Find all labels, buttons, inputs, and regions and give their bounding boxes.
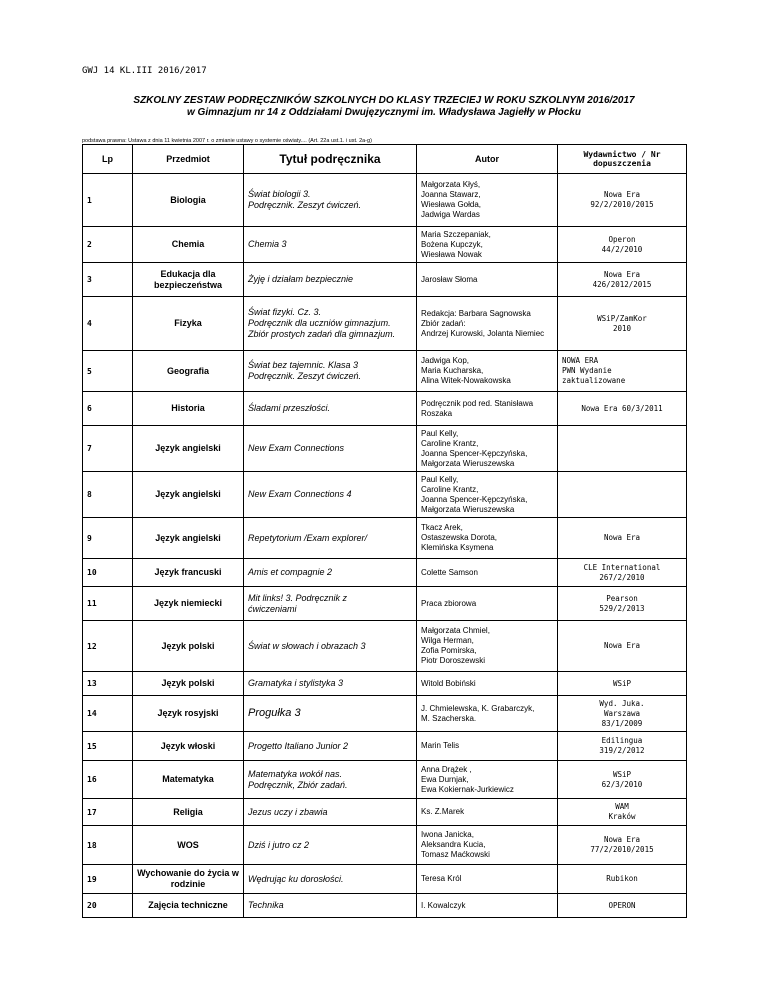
row-publisher: WSiP 62/3/2010 <box>558 761 687 799</box>
row-number: 10 <box>83 559 133 587</box>
table-row <box>83 426 687 472</box>
row-title: Dziś i jutro cz 2 <box>244 826 417 865</box>
header-lp: Lp <box>83 145 133 174</box>
row-title: Śladami przeszłości. <box>244 392 417 426</box>
row-number: 20 <box>83 894 133 918</box>
row-subject: Religia <box>133 799 244 826</box>
row-number: 4 <box>83 297 133 351</box>
row-subject: Historia <box>133 392 244 426</box>
row-number: 5 <box>83 351 133 392</box>
row-title: New Exam Connections <box>244 426 417 472</box>
row-publisher: Nowa Era 426/2012/2015 <box>558 263 687 297</box>
row-subject: Język niemiecki <box>133 587 244 621</box>
row-author: Iwona Janicka, Aleksandra Kucia, Tomasz Maćkowski <box>417 826 558 865</box>
row-number: 12 <box>83 621 133 672</box>
row-title: Progetto Italiano Junior 2 <box>244 732 417 761</box>
row-publisher <box>558 426 687 472</box>
row-subject: Język angielski <box>133 472 244 518</box>
row-subject: Biologia <box>133 174 244 227</box>
row-title: Amis et compagnie 2 <box>244 559 417 587</box>
document-code: GWJ 14 KL.III 2016/2017 <box>82 66 207 76</box>
row-author: Maria Szczepaniak, Bożena Kupczyk, Wiesława Nowak <box>417 227 558 263</box>
row-number: 17 <box>83 799 133 826</box>
document-title: SZKOLNY ZESTAW PODRĘCZNIKÓW SZKOLNYCH DO KLASY TRZECIEJ W ROKU SZKOLNYM 2016/2017 <box>133 95 635 106</box>
row-title: Jezus uczy i zbawia <box>244 799 417 826</box>
document-subtitle: w Gimnazjum nr 14 z Oddziałami Dwujęzycznymi im. Władysława Jagiełły w Płocku <box>186 107 581 118</box>
header-author: Autor <box>417 145 558 174</box>
row-subject: Język angielski <box>133 518 244 559</box>
row-subject: Język polski <box>133 621 244 672</box>
row-title: New Exam Connections 4 <box>244 472 417 518</box>
row-number: 16 <box>83 761 133 799</box>
row-publisher: Pearson 529/2/2013 <box>558 587 687 621</box>
table-row <box>83 263 687 297</box>
table-row <box>83 392 687 426</box>
table-row <box>83 894 687 918</box>
row-publisher: Wyd. Juka. Warszawa 83/1/2009 <box>558 696 687 732</box>
table-row <box>83 472 687 518</box>
row-title: Świat biologii 3. Podręcznik. Zeszyt ćwiczeń. <box>244 174 417 227</box>
row-publisher: OPERON <box>558 894 687 918</box>
row-author: Podręcznik pod red. Stanisława Roszaka <box>417 392 558 426</box>
row-number: 13 <box>83 672 133 696</box>
row-number: 6 <box>83 392 133 426</box>
row-author: Witold Bobiński <box>417 672 558 696</box>
table-row <box>83 587 687 621</box>
row-number: 1 <box>83 174 133 227</box>
table-row <box>83 621 687 672</box>
row-author: Redakcja: Barbara Sagnowska Zbiór zadań: Andrzej Kurowski, Jolanta Niemiec <box>417 297 558 351</box>
row-title: Progułka 3 <box>244 696 417 732</box>
row-subject: Język rosyjski <box>133 696 244 732</box>
header-title: Tytuł podręcznika <box>244 145 417 174</box>
row-title: Świat bez tajemnic. Klasa 3 Podręcznik. Zeszyt ćwiczeń. <box>244 351 417 392</box>
row-number: 14 <box>83 696 133 732</box>
row-author: I. Kowalczyk <box>417 894 558 918</box>
row-number: 2 <box>83 227 133 263</box>
row-publisher: Edilingua 319/2/2012 <box>558 732 687 761</box>
row-number: 9 <box>83 518 133 559</box>
row-author: Małgorzata Kłyś, Joanna Stawarz, Wiesława Gołda, Jadwiga Wardas <box>417 174 558 227</box>
table-row <box>83 865 687 894</box>
table-row <box>83 799 687 826</box>
row-number: 15 <box>83 732 133 761</box>
row-title: Świat w słowach i obrazach 3 <box>244 621 417 672</box>
row-title: Technika <box>244 894 417 918</box>
row-publisher: Rubikon <box>558 865 687 894</box>
table-row <box>83 559 687 587</box>
table-row <box>83 227 687 263</box>
table-header-row <box>83 145 687 174</box>
row-subject: Język angielski <box>133 426 244 472</box>
row-publisher: Nowa Era 60/3/2011 <box>558 392 687 426</box>
textbook-table <box>82 144 687 918</box>
row-number: 18 <box>83 826 133 865</box>
row-subject: Edukacja dla bezpieczeństwa <box>133 263 244 297</box>
row-author: Paul Kelly, Caroline Krantz, Joanna Spencer-Kępczyńska, Małgorzata Wieruszewska <box>417 472 558 518</box>
row-publisher: WSiP <box>558 672 687 696</box>
row-publisher: WSiP/ZamKor 2010 <box>558 297 687 351</box>
row-author: J. Chmielewska, K. Grabarczyk, M. Szacherska. <box>417 696 558 732</box>
row-publisher <box>558 472 687 518</box>
row-number: 8 <box>83 472 133 518</box>
table-row <box>83 672 687 696</box>
header-publisher: Wydawnictwo / Nr dopuszczenia <box>558 145 687 174</box>
row-author: Paul Kelly, Caroline Krantz, Joanna Spencer-Kępczyńska, Małgorzata Wieruszewska <box>417 426 558 472</box>
legal-basis: podstawa prawna: Ustawa z dnia 11 kwietnia 2007 r. o zmianie ustawy o systemie oświaty.... (Art. 22a ust.1. i ust. 2a-g) <box>82 138 372 144</box>
row-title: Żyję i działam bezpiecznie <box>244 263 417 297</box>
row-publisher: Nowa Era <box>558 518 687 559</box>
row-author: Małgorzata Chmiel, Wilga Herman, Zofia Pomirska, Piotr Doroszewski <box>417 621 558 672</box>
row-author: Marin Telis <box>417 732 558 761</box>
row-title: Gramatyka i stylistyka 3 <box>244 672 417 696</box>
row-author: Jarosław Słoma <box>417 263 558 297</box>
row-author: Jadwiga Kop, Maria Kucharska, Alina Witek-Nowakowska <box>417 351 558 392</box>
row-author: Anna Drążek , Ewa Durnjak, Ewa Kokiernak-Jurkiewicz <box>417 761 558 799</box>
row-publisher: Operon 44/2/2010 <box>558 227 687 263</box>
row-title: Chemia 3 <box>244 227 417 263</box>
row-subject: Zajęcia techniczne <box>133 894 244 918</box>
row-number: 19 <box>83 865 133 894</box>
row-publisher: Nowa Era 77/2/2010/2015 <box>558 826 687 865</box>
row-title: Repetytorium /Exam explorer/ <box>244 518 417 559</box>
row-publisher: Nowa Era <box>558 621 687 672</box>
row-number: 11 <box>83 587 133 621</box>
row-author: Teresa Król <box>417 865 558 894</box>
row-title: Mit links! 3. Podręcznik z ćwiczeniami <box>244 587 417 621</box>
row-publisher: NOWA ERA PWN Wydanie zaktualizowane <box>558 351 687 392</box>
table-row <box>83 826 687 865</box>
table-row <box>83 174 687 227</box>
row-subject: Matematyka <box>133 761 244 799</box>
row-publisher: Nowa Era 92/2/2010/2015 <box>558 174 687 227</box>
row-subject: Wychowanie do życia w rodzinie <box>133 865 244 894</box>
row-number: 7 <box>83 426 133 472</box>
table-row <box>83 761 687 799</box>
row-subject: Fizyka <box>133 297 244 351</box>
row-author: Colette Samson <box>417 559 558 587</box>
row-title: Matematyka wokół nas. Podręcznik, Zbiór zadań. <box>244 761 417 799</box>
row-title: Wędrując ku dorosłości. <box>244 865 417 894</box>
row-number: 3 <box>83 263 133 297</box>
header-subject: Przedmiot <box>133 145 244 174</box>
row-author: Tkacz Arek, Ostaszewska Dorota, Klemińska Ksymena <box>417 518 558 559</box>
row-subject: Język włoski <box>133 732 244 761</box>
table-row <box>83 297 687 351</box>
row-subject: Język polski <box>133 672 244 696</box>
row-author: Praca zbiorowa <box>417 587 558 621</box>
row-author: Ks. Z.Marek <box>417 799 558 826</box>
row-publisher: CLE International 267/2/2010 <box>558 559 687 587</box>
row-subject: WOS <box>133 826 244 865</box>
row-subject: Język francuski <box>133 559 244 587</box>
table-row <box>83 696 687 732</box>
row-subject: Chemia <box>133 227 244 263</box>
table-row <box>83 732 687 761</box>
row-title: Świat fizyki. Cz. 3. Podręcznik dla uczniów gimnazjum. Zbiór prostych zadań dla gimnazjum. <box>244 297 417 351</box>
table-row <box>83 351 687 392</box>
table-row <box>83 518 687 559</box>
row-subject: Geografia <box>133 351 244 392</box>
row-publisher: WAM Kraków <box>558 799 687 826</box>
